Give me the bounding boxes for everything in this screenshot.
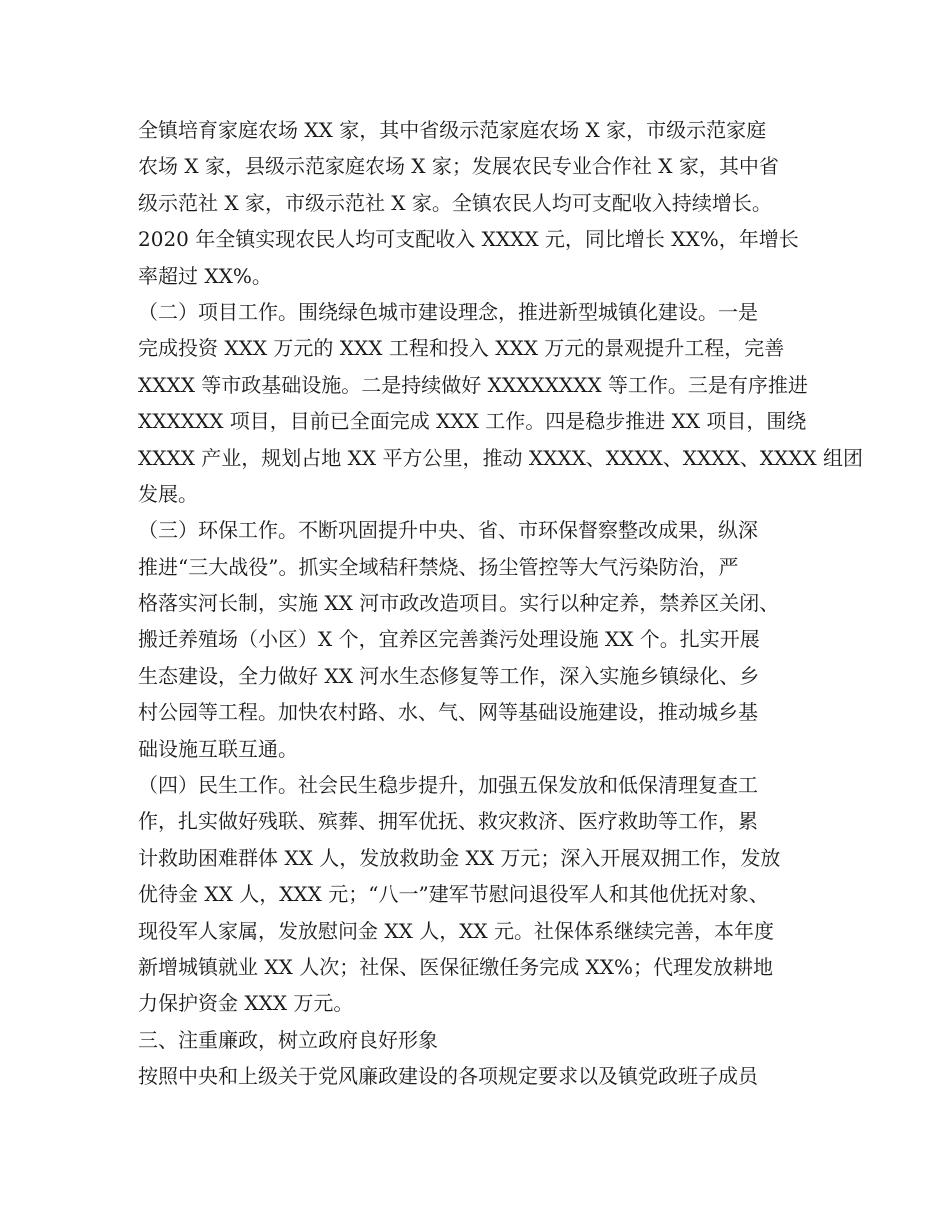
paragraph-livelihood-work	[138, 767, 818, 1022]
text-line: 全镇培育家庭农场 XX 家，其中省级示范家庭农场 X 家，市级示范家庭	[138, 118, 767, 142]
text-line: 推进“三大战役”。抓实全域秸秆禁烧、扬尘管控等大气污染防治，严	[138, 554, 739, 579]
paragraph-family-farms	[138, 112, 818, 294]
heading-line: 三、注重廉政，树立政府良好形象	[138, 1027, 438, 1052]
text-line: 计救助困难群体 XX 人，发放救助金 XX 万元；深入开展双拥工作，发放	[138, 845, 781, 870]
text-line: XXXXXX 项目，目前已全面完成 XXX 工作。四是稳步推进 XX 项目，围绕	[138, 409, 807, 434]
text-line: （二）项目工作。围绕绿色城市建设理念，推进新型城镇化建设。一是	[138, 299, 758, 324]
document-body	[138, 112, 864, 1095]
text-line: 生态建设，全力做好 XX 河水生态修复等工作，深入实施乡镇绿化、乡	[138, 663, 760, 688]
text-line: XXXX 等市政基础设施。二是持续做好 XXXXXXXX 等工作。三是有序推进	[138, 372, 808, 397]
text-line: 发展。	[138, 481, 198, 506]
text-line: 格落实河长制，实施 XX 河市政改造项目。实行以种定养，禁养区关闭、	[138, 591, 780, 616]
text-line: 础设施互联互通。	[138, 736, 298, 761]
paragraph-environment-work	[138, 512, 818, 767]
text-line: 按照中央和上级关于党风廉政建设的各项规定要求以及镇党政班子成员	[138, 1064, 758, 1089]
text-line: 作，扎实做好残联、殡葬、拥军优抚、救灾救济、医疗救助等工作，累	[138, 809, 758, 834]
text-line: 2020 年全镇实现农民人均可支配收入 XXXX 元，同比增长 XX%，年增长	[138, 227, 799, 252]
text-line: 力保护资金 XXX 万元。	[138, 991, 354, 1016]
text-line: 新增城镇就业 XX 人次；社保、医保征缴任务完成 XX%；代理发放耕地	[138, 954, 774, 979]
text-line: （三）环保工作。不断巩固提升中央、省、市环保督察整改成果，纵深	[138, 518, 758, 543]
text-line: 农场 X 家，县级示范家庭农场 X 家；发展农民专业合作社 X 家，其中省	[138, 154, 779, 179]
section-heading	[138, 1022, 818, 1058]
text-line: 搬迁养殖场（小区）X 个，宜养区完善粪污处理设施 XX 个。扎实开展	[138, 627, 760, 652]
text-line: 级示范社 X 家，市级示范社 X 家。全镇农民人均可支配收入持续增长。	[138, 190, 772, 215]
text-line: 率超过 XX%。	[138, 263, 272, 288]
text-line: 村公园等工程。加快农村路、水、气、网等基础设施建设，推动城乡基	[138, 700, 758, 725]
text-line: 优待金 XX 人，XXX 元；“八一”建军节慰问退役军人和其他优抚对象、	[138, 882, 769, 907]
text-line: XXXX 产业，规划占地 XX 平方公里，推动 XXXX、XXXX、XXXX、XXXX 组团	[138, 445, 864, 470]
text-line: （四）民生工作。社会民生稳步提升，加强五保发放和低保清理复查工	[138, 773, 758, 798]
paragraph-integrity	[138, 1058, 818, 1094]
text-line: 现役军人家属，发放慰问金 XX 人，XX 元。社保体系继续完善，本年度	[138, 918, 775, 943]
paragraph-project-work	[138, 294, 864, 512]
text-line: 完成投资 XXX 万元的 XXX 工程和投入 XXX 万元的景观提升工程，完善	[138, 336, 785, 361]
